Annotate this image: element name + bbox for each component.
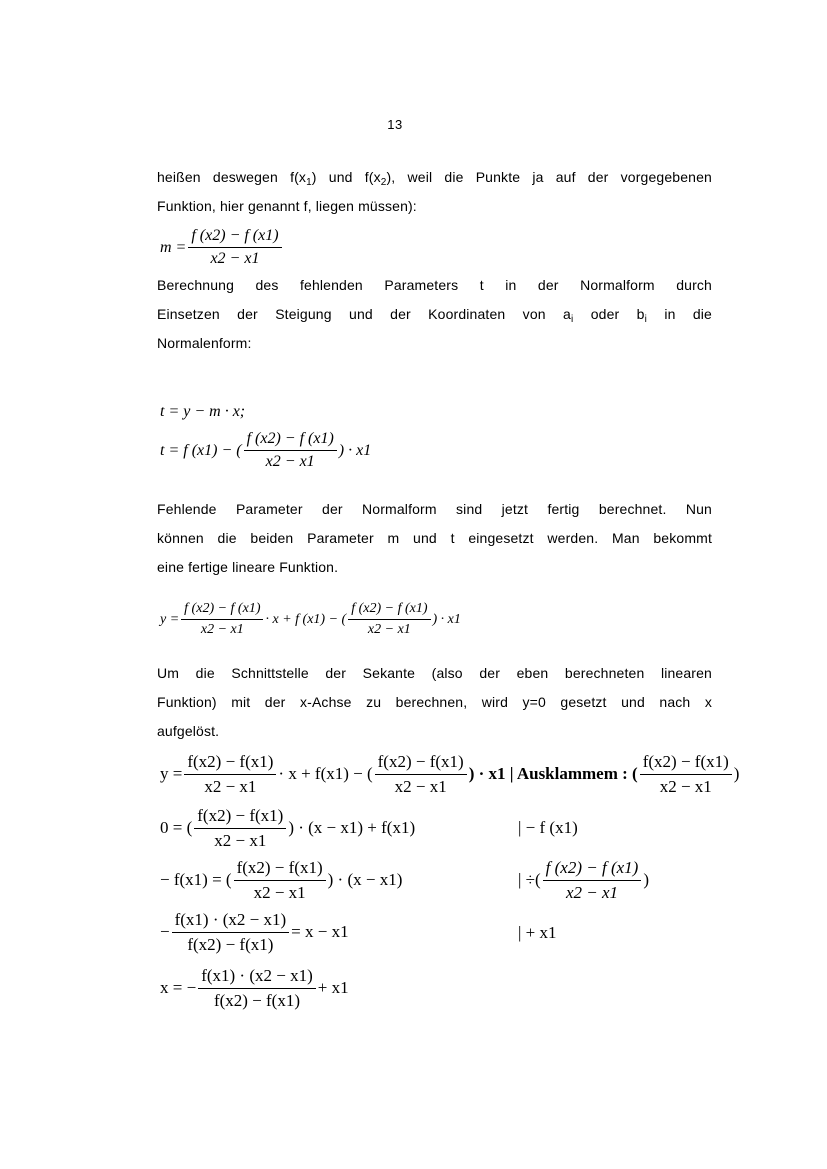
paragraph-parameter-t: Berechnung des fehlenden Parameters t in der Normalform durch Einsetzen der Steigung und der Koordinaten von $a_i$ oder $b_i$ in die Normalenform: [157,277,712,351]
paragraph-normal-form: Fehlende Parameter der Normalform sind jetzt fertig berechnet. Nun können die beiden Parameter m und t eingesetzt werden. Man bekommt eine fertige lineare Funktion. [157,501,712,575]
derivation-row-2-note: | − f (x1) [518,818,578,837]
t-definition: t = y − m · x; [160,403,246,420]
derivation-row-3: − f(x1) = ( $\frac{f(x2) - f(x1)}{x2 - x1}$ ) · (x − x1) [160,858,403,902]
linear-function-formula: y = $\frac{f (x2) - f (x1)}{x2 - x1}$ · x + f (x1) − ( $\frac{f (x2) - f (x1)}{x2 - x1}$ ) · x1 [160,601,461,638]
derivation-row-5: x = − $\frac{f(x1) \cdot (x2 - x1)}{f(x2) - f(x1)}$ + x1 [160,966,349,1010]
derivation-row-4-note: | + x1 [518,923,557,942]
derivation-row-2: 0 = ( $\frac{f(x2) - f(x1)}{x2 - x1}$ ) · (x − x1) + f(x1) [160,806,416,850]
paragraph-intersection: Um die Schnittstelle der Sekante (also der eben berechneten linearen Funktion) mit der x-Achse zu berechnen, wird y=0 gesetzt und nach x aufgelöst. [157,665,712,739]
derivation-row-4: − $\frac{f(x1) \cdot (x2 - x1)}{f(x2) - f(x1)}$ = x − x1 [160,910,349,954]
derivation-row-1: y = $\frac{f(x2) - f(x1)}{x2 - x1}$ · x + f(x1) − ( $\frac{f(x2) - f(x1)}{x2 - x1}$ ) · x1 | Ausklammem : ( $\frac{f(x2) - f(x1)}{x2 - x1}$ ) [160,752,740,796]
page-number: 13 [387,117,403,132]
paragraph-intro: heißen deswegen $f(x_1)$ und $f(x_2)$, weil die Punkte ja auf der vorgegebenen Funktion, hier genannt f, liegen müssen): [157,169,712,214]
t-expression: t = f (x1) − ( $\frac{f (x2) - f (x1)}{x2 - x1}$ ) · x1 [160,430,372,471]
slope-formula: m = $\frac{f (x2) - f (x1)}{x2 - x1}$ [160,227,284,269]
derivation-row-3-note: | ÷( $\frac{f (x2) - f (x1)}{x2 - x1}$ ) [518,858,649,902]
